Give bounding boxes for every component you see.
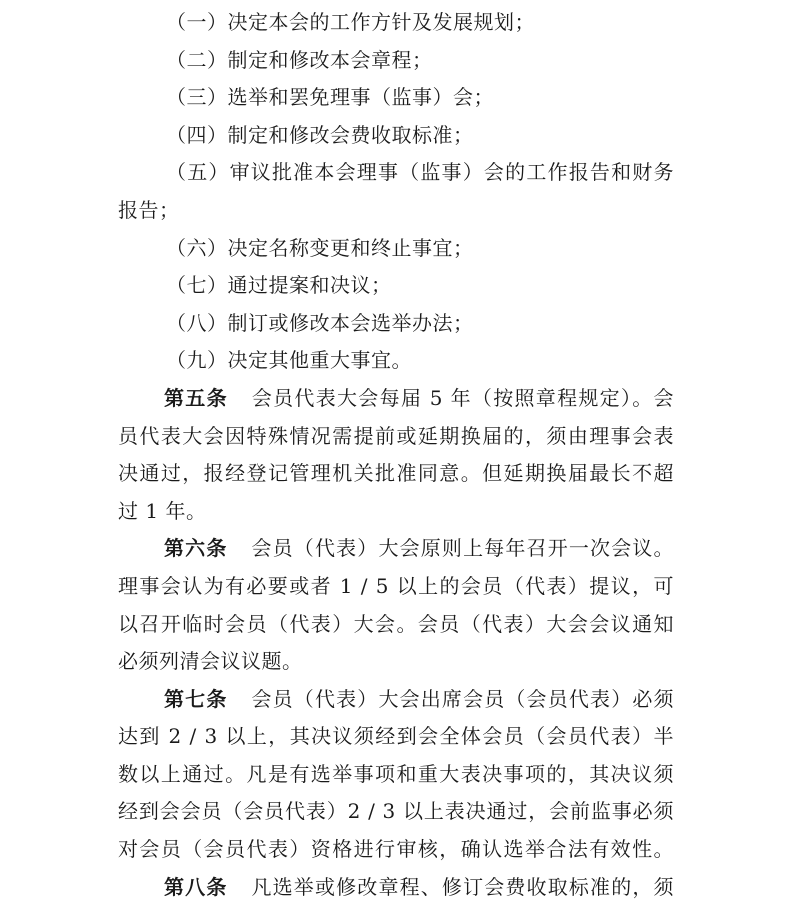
article-5-line: 第五条 会员代表大会每届 5 年（按照章程规定）。会 <box>164 385 674 410</box>
article-5-line: 员代表大会因特殊情况需提前或延期换届的，须由理事会表 <box>118 423 674 448</box>
article-6-line: 第六条 会员（代表）大会原则上每年召开一次会议。 <box>164 536 675 561</box>
article-8-line: 第八条 凡选举或修改章程、修订会费收取标准的，须 <box>164 874 675 899</box>
article-5-line: 过 1 年。 <box>118 498 207 523</box>
list-item: （八）制订或修改本会选举办法； <box>166 310 474 335</box>
article-7-line: 第七条 会员（代表）大会出席会员（会员代表）必须 <box>164 686 675 711</box>
list-item: （二）制定和修改本会章程； <box>166 47 433 72</box>
article-6-line: 以召开临时会员（代表）大会。会员（代表）大会会议通知 <box>118 611 674 636</box>
list-item: （六）决定名称变更和终止事宜； <box>166 235 474 260</box>
list-item: （七）通过提案和决议； <box>166 273 392 298</box>
article-7-line: 达到 2 / 3 以上，其决议须经到会全体会员（会员代表）半 <box>118 724 674 749</box>
article-5-title: 第五条 <box>164 385 228 410</box>
list-item: （五）审议批准本会理事（监事）会的工作报告和财务 <box>166 160 674 185</box>
list-item-continuation: 报告； <box>118 197 180 222</box>
list-item: （一）决定本会的工作方针及发展规划； <box>166 10 535 34</box>
document-page <box>118 0 674 906</box>
list-item: （三）选举和罢免理事（监事）会； <box>166 85 494 110</box>
article-6-line: 理事会认为有必要或者 1 / 5 以上的会员（代表）提议，可 <box>118 573 674 598</box>
list-item: （四）制定和修改会费收取标准； <box>166 122 474 147</box>
article-6-title: 第六条 <box>164 536 228 561</box>
article-6-line: 必须列清会议议题。 <box>118 649 303 674</box>
article-8-title: 第八条 <box>164 874 228 899</box>
article-5-line: 决通过，报经登记管理机关批准同意。但延期换届最长不超 <box>118 461 674 486</box>
article-7-title: 第七条 <box>164 686 228 711</box>
article-7-line: 经到会会员（会员代表）2 / 3 以上表决通过，会前监事必须 <box>118 799 674 824</box>
article-7-line: 数以上通过。凡是有选举事项和重大表决事项的，其决议须 <box>118 761 674 786</box>
list-item: （九）决定其他重大事宜。 <box>166 348 412 373</box>
article-7-line: 对会员（会员代表）资格进行审核，确认选举合法有效性。 <box>118 837 674 862</box>
